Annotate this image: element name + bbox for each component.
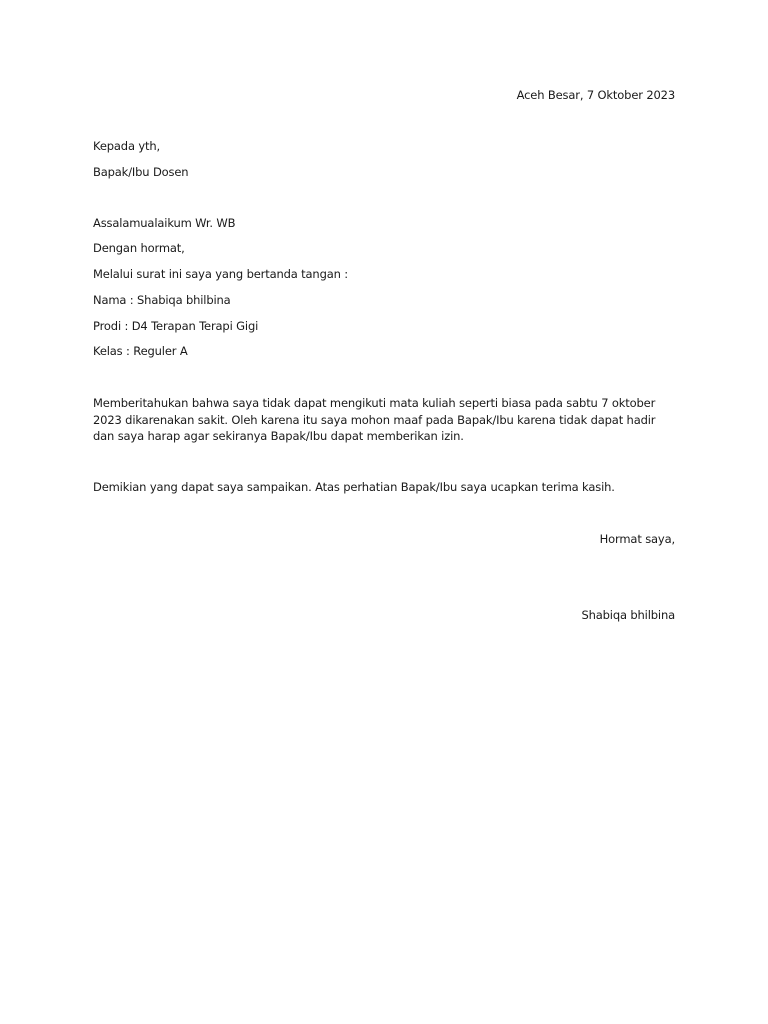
name-line: Nama : Shabiqa bhilbina [93,293,231,307]
recipient-line-1: Kepada yth, [93,139,161,153]
recipient-line-2: Bapak/Ibu Dosen [93,165,189,179]
sign-off: Hormat saya, [599,532,675,546]
body-paragraph: Memberitahukan bahwa saya tidak dapat mengikuti mata kuliah seperti biasa pada sabtu 7 oktober 2023 dikarenakan sakit. Oleh karena itu saya mohon maaf pada Bapak/Ibu karena tidak dapat hadir dan saya harap agar sekiranya Bapak/Ibu dapat memberikan izin. [93,396,656,443]
closing-paragraph: Demikian yang dapat saya sampaikan. Atas perhatian Bapak/Ibu saya ucapkan terima kasih. [93,480,615,494]
kelas-line: Kelas : Reguler A [93,344,188,358]
prodi-line: Prodi : D4 Terapan Terapi Gigi [93,319,259,333]
greeting: Dengan hormat, [93,241,185,255]
place-date: Aceh Besar, 7 Oktober 2023 [516,88,675,102]
intro-line: Melalui surat ini saya yang bertanda tangan : [93,267,348,281]
salam: Assalamualaikum Wr. WB [93,216,236,230]
signer-name: Shabiqa bhilbina [581,608,675,622]
